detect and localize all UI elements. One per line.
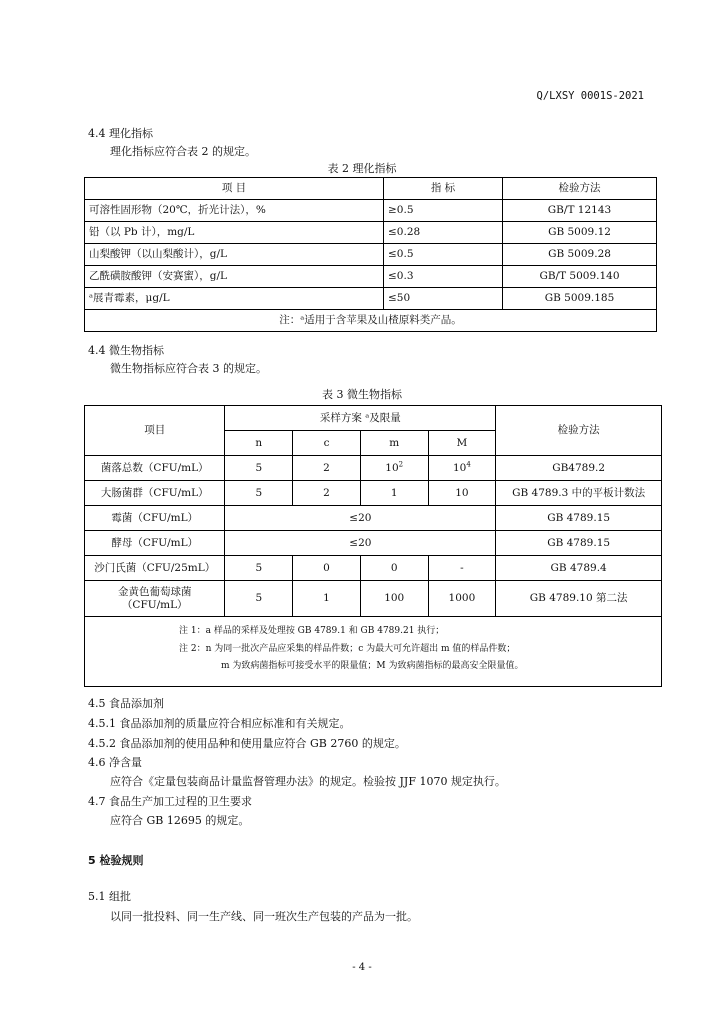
section-4-4-title: 4.4 理化指标	[88, 127, 153, 140]
table3-caption: 表 3 微生物指标	[322, 388, 402, 401]
table-cell: GB/T 5009.140	[503, 266, 657, 288]
table-cell: GB 5009.28	[503, 244, 657, 266]
table-header-row	[85, 178, 657, 200]
section-4-6-text: 应符合《定量包装商品计量监督管理办法》的规定。检验按 JJF 1070 规定执行。	[110, 775, 506, 788]
table-row	[85, 222, 657, 244]
table-cell: GB 5009.12	[503, 222, 657, 244]
section-4-4-text: 理化指标应符合表 2 的规定。	[110, 145, 256, 158]
table-cell: 1	[360, 481, 428, 506]
table-cell: ≤0.3	[384, 266, 503, 288]
table-cell: 金黄色葡萄球菌 （CFU/mL）	[85, 581, 225, 617]
table-row	[85, 481, 662, 506]
table-cell: GB 4789.10 第二法	[496, 581, 662, 617]
table-cell: GB 4789.4	[496, 556, 662, 581]
table3-note-3: m 为致病菌指标可接受水平的限量值；M 为致病菌指标的最高安全限量值。	[221, 661, 524, 672]
table-row	[85, 244, 657, 266]
section-4-7-text: 应符合 GB 12695 的规定。	[110, 814, 250, 827]
table-cell: 山梨酸钾（以山梨酸计），g/L	[85, 244, 384, 266]
table2-note: 注：ᵃ适用于含苹果及山楂原料类产品。	[85, 310, 657, 332]
table-cell: 1	[293, 581, 361, 617]
table-cell: 2	[293, 456, 361, 481]
section-4-7-title: 4.7 食品生产加工过程的卫生要求	[88, 795, 252, 808]
table-note-row	[85, 617, 662, 687]
table-cell: ≤0.28	[384, 222, 503, 244]
section-4-5-2: 4.5.2 食品添加剂的使用品种和使用量应符合 GB 2760 的规定。	[88, 737, 406, 750]
table2-caption: 表 2 理化指标	[327, 162, 397, 175]
table-row	[85, 556, 662, 581]
section-4-4-micro-text: 微生物指标应符合表 3 的规定。	[110, 362, 267, 375]
table-cell: $10^2$	[360, 456, 428, 481]
table3-note-1: 注 1：a 样品的采样及处理按 GB 4789.1 和 GB 4789.21 执行；	[179, 626, 445, 636]
table-header-method: 检验方法	[496, 406, 662, 456]
section-4-5-1: 4.5.1 食品添加剂的质量应符合相应标准和有关规定。	[88, 717, 351, 730]
table-cell: ≤20	[225, 506, 496, 531]
table-cell: 1000	[428, 581, 496, 617]
table-cell: 5	[225, 456, 293, 481]
table-cell: GB/T 12143	[503, 200, 657, 222]
table-cell: 10	[428, 481, 496, 506]
table-cell: ≤20	[225, 531, 496, 556]
table-cell: 0	[293, 556, 361, 581]
standard-code: Q/LXSY 0001S-2021	[536, 90, 644, 102]
table-subheader-m: m	[360, 431, 428, 456]
table-header-row	[85, 406, 662, 431]
table-cell: GB 5009.185	[503, 288, 657, 310]
table-cell: 沙门氏菌（CFU/25mL）	[85, 556, 225, 581]
table-cell: 大肠菌群（CFU/mL）	[85, 481, 225, 506]
table3	[84, 405, 662, 687]
section-4-4-micro-title: 4.4 微生物指标	[88, 344, 164, 357]
table-header: 项 目	[85, 178, 384, 200]
table-cell: ≤0.5	[384, 244, 503, 266]
section-5-1-text: 以同一批投料、同一生产线、同一班次生产包装的产品为一批。	[110, 910, 418, 923]
section-5-1-title: 5.1 组批	[88, 890, 131, 903]
table2	[84, 177, 657, 332]
table-subheader-n: n	[225, 431, 293, 456]
table-row	[85, 200, 657, 222]
table-cell: -	[428, 556, 496, 581]
table-cell: 菌落总数（CFU/mL）	[85, 456, 225, 481]
table-cell: GB 4789.3 中的平板计数法	[496, 481, 662, 506]
table-cell: 0	[360, 556, 428, 581]
table-cell: ᵃ展青霉素，μg/L	[85, 288, 384, 310]
table-cell: 2	[293, 481, 361, 506]
table-cell: GB 4789.15	[496, 506, 662, 531]
table3-notes	[85, 617, 662, 687]
table-cell: 铅（以 Pb 计），mg/L	[85, 222, 384, 244]
table-header: 检验方法	[503, 178, 657, 200]
section-5-title: 5 检验规则	[88, 854, 144, 867]
table-cell: 乙酰磺胺酸钾（安赛蜜），g/L	[85, 266, 384, 288]
table-header: 指 标	[384, 178, 503, 200]
table-cell: 100	[360, 581, 428, 617]
table-cell: 5	[225, 581, 293, 617]
table-row	[85, 266, 657, 288]
table-subheader-M: M	[428, 431, 496, 456]
table-cell: 酵母（CFU/mL）	[85, 531, 225, 556]
table-cell: GB4789.2	[496, 456, 662, 481]
table3-note-2: 注 2：n 为同一批次产品应采集的样品件数；c 为最大可允许超出 m 值的样品件数；	[179, 643, 516, 654]
table-row	[85, 581, 662, 617]
page-number: - 4 -	[352, 962, 372, 973]
table-note-row	[85, 310, 657, 332]
table-cell: $10^4$	[428, 456, 496, 481]
table-header-item: 项目	[85, 406, 225, 456]
table-subheader-c: c	[293, 431, 361, 456]
table-cell: 可溶性固形物（20℃，折光计法），%	[85, 200, 384, 222]
table-cell: 霉菌（CFU/mL）	[85, 506, 225, 531]
table-row	[85, 531, 662, 556]
table-cell: 5	[225, 556, 293, 581]
table-row	[85, 456, 662, 481]
table-cell: ≥0.5	[384, 200, 503, 222]
table-row	[85, 288, 657, 310]
table-cell: ≤50	[384, 288, 503, 310]
table-row	[85, 506, 662, 531]
table-header-plan: 采样方案 ᵃ及限量	[225, 406, 496, 431]
section-4-6-title: 4.6 净含量	[88, 756, 142, 769]
table-cell: GB 4789.15	[496, 531, 662, 556]
table-cell: 5	[225, 481, 293, 506]
section-4-5-title: 4.5 食品添加剂	[88, 697, 164, 710]
